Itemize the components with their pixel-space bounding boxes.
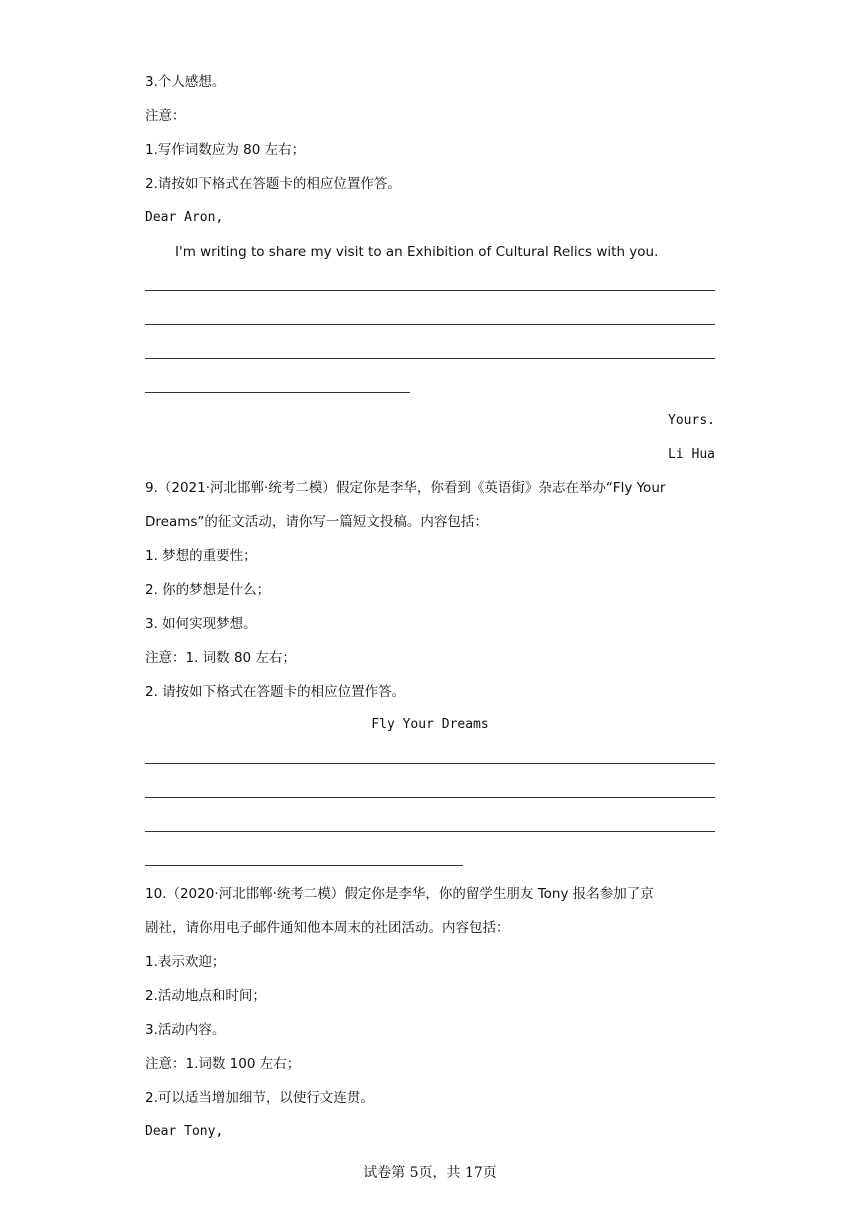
q9-essay-title: Fly Your Dreams <box>371 717 489 732</box>
q8-closing: Yours. <box>668 413 715 428</box>
q9-note1: 注意：1. 词数 80 左右； <box>145 650 296 666</box>
answer-line <box>145 290 715 291</box>
q9-item1: 1. 梦想的重要性； <box>145 548 257 564</box>
q10-item1: 1.表示欢迎； <box>145 954 226 970</box>
q9-item2: 2. 你的梦想是什么； <box>145 582 271 598</box>
answer-line <box>145 392 410 393</box>
q10-note2: 2.可以适当增加细节，以使行文连贯。 <box>145 1090 374 1106</box>
q10-stem-line2: 剧社，请你用电子邮件通知他本周末的社团活动。内容包括： <box>145 920 510 936</box>
q8-greeting: Dear Aron, <box>145 210 224 225</box>
q10-stem-line1: 10.（2020·河北邯郸·统考二模）假定你是李华，你的留学生朋友 Tony 报名参加了京 <box>145 886 654 902</box>
q9-stem-line1: 9.（2021·河北邯郸·统考二模）假定你是李华，你看到《英语街》杂志在举办“Fly Your <box>145 480 666 496</box>
q10-item3: 3.活动内容。 <box>145 1022 226 1038</box>
q10-note1: 注意：1.词数 100 左右； <box>145 1056 301 1072</box>
q10-item2: 2.活动地点和时间； <box>145 988 266 1004</box>
q8-opening: I'm writing to share my visit to an Exhibition of Cultural Relics with you. <box>175 244 659 260</box>
q8-item3: 3.个人感想。 <box>145 74 226 90</box>
answer-line <box>145 763 715 764</box>
answer-line <box>145 797 715 798</box>
q9-note2: 2. 请按如下格式在答题卡的相应位置作答。 <box>145 684 406 700</box>
q9-stem-line2: Dreams”的征文活动，请你写一篇短文投稿。内容包括： <box>145 514 488 530</box>
answer-line <box>145 831 715 832</box>
answer-line <box>145 865 463 866</box>
q8-note1: 1.写作词数应为 80 左右； <box>145 142 306 158</box>
q8-signature: Li Hua <box>668 447 715 462</box>
page-footer: 试卷第 5页，共 17页 <box>363 1165 497 1181</box>
answer-line <box>145 358 715 359</box>
q8-note-label: 注意： <box>145 108 186 124</box>
answer-line <box>145 324 715 325</box>
q10-greeting: Dear Tony, <box>145 1124 224 1139</box>
q8-note2: 2.请按如下格式在答题卡的相应位置作答。 <box>145 176 401 192</box>
q9-item3: 3. 如何实现梦想。 <box>145 616 257 632</box>
